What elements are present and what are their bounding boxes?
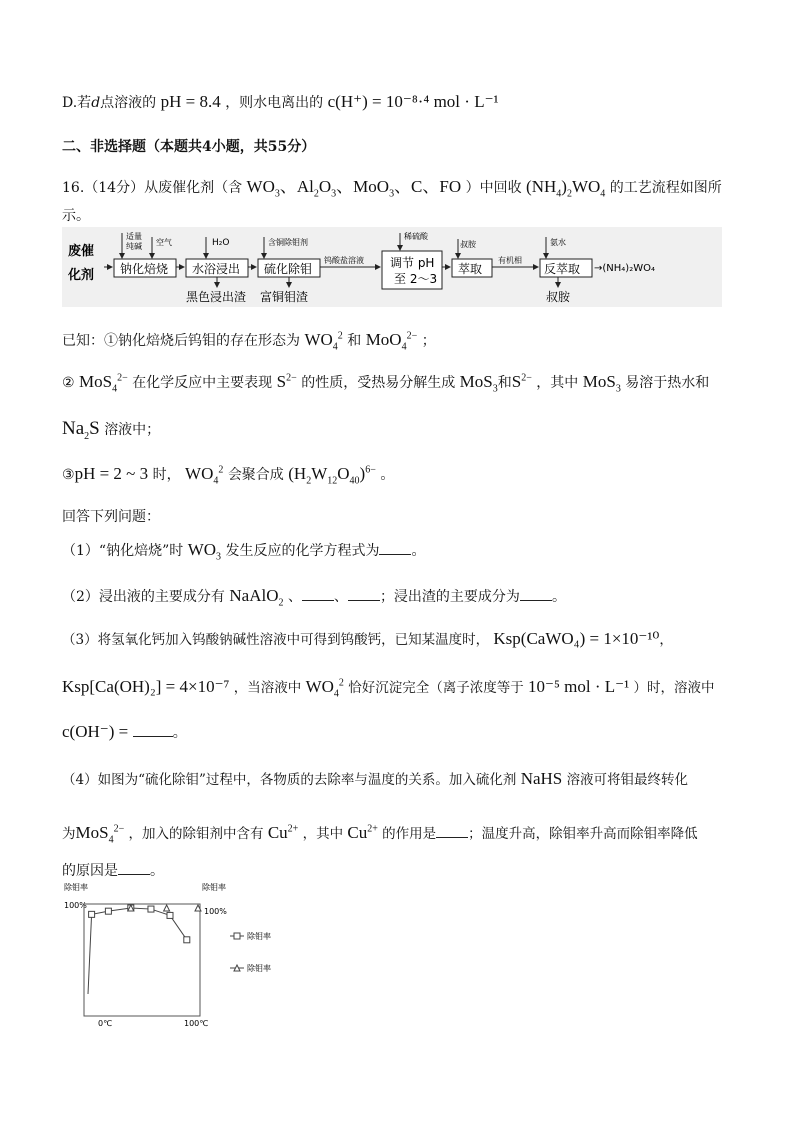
flow-edge-3: 钨酸盐溶液: [324, 256, 364, 265]
flow-output-2: 黑色浸出渣: [186, 290, 247, 304]
legend-label-2: 除钼率: [247, 964, 271, 973]
chart-ytick-right: 100%: [204, 907, 227, 916]
answer-blank[interactable]: [118, 862, 150, 875]
flow-output-6: 叔胺: [546, 290, 571, 304]
legend-square-marker: [234, 933, 240, 939]
flow-source-1: 废催: [68, 244, 95, 259]
flow-input-6: 氨水: [550, 238, 566, 247]
flow-edge-5: 有机相: [498, 256, 522, 265]
section-heading: 二、非选择题（本题共4小题，共55分）: [62, 139, 316, 155]
series-0-point-0: [89, 911, 95, 917]
process-flow-diagram: [62, 227, 722, 307]
flow-step-1: 钠化焙烧: [120, 262, 169, 276]
flow-input-3: 含铜除钼剂: [268, 238, 308, 247]
answer-intro: 回答下列问题：: [62, 509, 160, 525]
chart-xtick-1: 100℃: [184, 1019, 209, 1028]
flow-product: →(NH₄)₂WO₄: [594, 263, 655, 274]
flow-step-3: 硫化除钼: [264, 262, 313, 276]
known-3: ③pH = 2 ~ 3 时， $WO_4^2$ 会聚合成 $(H_2W_{12}O_{40})^{6-}$ 。: [62, 464, 395, 487]
part-4-end: 的原因是 。: [62, 863, 164, 879]
flow-input-1b: 纯碱: [126, 242, 142, 251]
flow-input-2: H₂O: [212, 238, 230, 248]
answer-blank[interactable]: [520, 588, 552, 601]
part-4: （4）如图为“硫化除钼”过程中，各物质的去除率与温度的关系。加入硫化剂 NaHS 溶液可将钼最终转化: [62, 769, 689, 788]
answer-blank[interactable]: [348, 588, 380, 601]
flow-step-5: 萃取: [458, 262, 483, 276]
series-line-0: [88, 908, 187, 994]
option-d: D.若d点溶液的 pH = 8.4 ，则水电离出的 c(H⁺) = 10⁻⁸·⁴ mol · L⁻¹: [62, 92, 499, 111]
flow-step-2: 水浴浸出: [192, 262, 241, 276]
series-0-point-4: [167, 912, 173, 918]
legend-label-1: 除钼率: [247, 932, 271, 941]
part-3-end: c(OH⁻) = 。: [62, 722, 187, 741]
part-1: （1）“钠化焙烧”时 $WO_3$ 发生反应的化学方程式为 。: [62, 540, 426, 563]
answer-blank[interactable]: [302, 588, 334, 601]
flow-step-4b: 至 2～3: [394, 272, 438, 286]
chart-ytick-left: 100%: [64, 901, 87, 910]
series-1-point-1: [164, 905, 170, 911]
chart-ylabel-left: 除钼率: [64, 883, 88, 892]
part-2: （2）浸出液的主要成分有 NaAlO$_2$ 、 、 ；浸出渣的主要成分为 。: [62, 586, 566, 609]
flow-input-1a: 适量: [126, 232, 142, 241]
answer-blank[interactable]: [379, 542, 411, 555]
removal-rate-chart: [62, 880, 322, 1030]
known-1: 已知：①钠化焙烧后钨钼的存在形态为 $WO_4^2$ 和 MoO$_4^{2-}$ ；: [62, 330, 436, 353]
series-0-point-1: [105, 908, 111, 914]
series-0-point-3: [148, 906, 154, 912]
flow-source-2: 化剂: [68, 268, 95, 283]
answer-blank[interactable]: [436, 825, 468, 838]
chart-marks: [88, 905, 201, 994]
chart-frame: [84, 904, 200, 1016]
known-2-cont: $Na_2S$ 溶液中；: [62, 418, 161, 442]
q16-intro-2: 示。: [62, 208, 90, 224]
chart-legend: [230, 931, 271, 973]
chart-ylabel-right: 除钼率: [202, 883, 226, 892]
flow-input-5: 叔胺: [460, 240, 476, 249]
part-3-cont: Ksp[Ca(OH)₂] = 4×10⁻⁷ ，当溶液中 $WO_4^2$ 恰好沉淀完全（离子浓度等于 10⁻⁵ mol · L⁻¹ ）时，溶液中: [62, 677, 715, 700]
q16-intro: 16.（14分）从废催化剂（含 $WO_3$、$Al_2O_3$、MoO$_3$、C、FO ）中回收 $(NH_4)_2WO_4$ 的工艺流程如图所: [62, 177, 722, 200]
known-2: ② MoS$_4^{2-}$ 在化学反应中主要表现 $S^{2-}$ 的性质，受热易分解生成 MoS$_3$和$S^{2-}$ ，其中 MoS$_3$ 易溶于热水和: [62, 372, 710, 395]
flow-output-3: 富铜钼渣: [260, 290, 309, 304]
flow-step-4a: 调节 pH: [390, 256, 435, 270]
flow-input-1c: 空气: [156, 238, 172, 247]
flow-input-4: 稀硫酸: [404, 232, 428, 241]
part-3: （3）将氢氧化钙加入钨酸钠碱性溶液中可得到钨酸钙，已知某温度时， Ksp(CaWO₄) = 1×10⁻¹⁰，: [62, 629, 673, 648]
flow-step-6: 反萃取: [544, 262, 581, 276]
part-4-cont: 为MoS$_4^{2-}$ ，加入的除钼剂中含有 $Cu^{2+}$ ，其中 $Cu^{2+}$ 的作用是 ；温度升高，除钼率升高而除钼率降低: [62, 823, 698, 846]
chart-xtick-0: 0℃: [98, 1019, 113, 1028]
answer-blank[interactable]: [133, 724, 173, 737]
series-0-point-5: [184, 937, 190, 943]
